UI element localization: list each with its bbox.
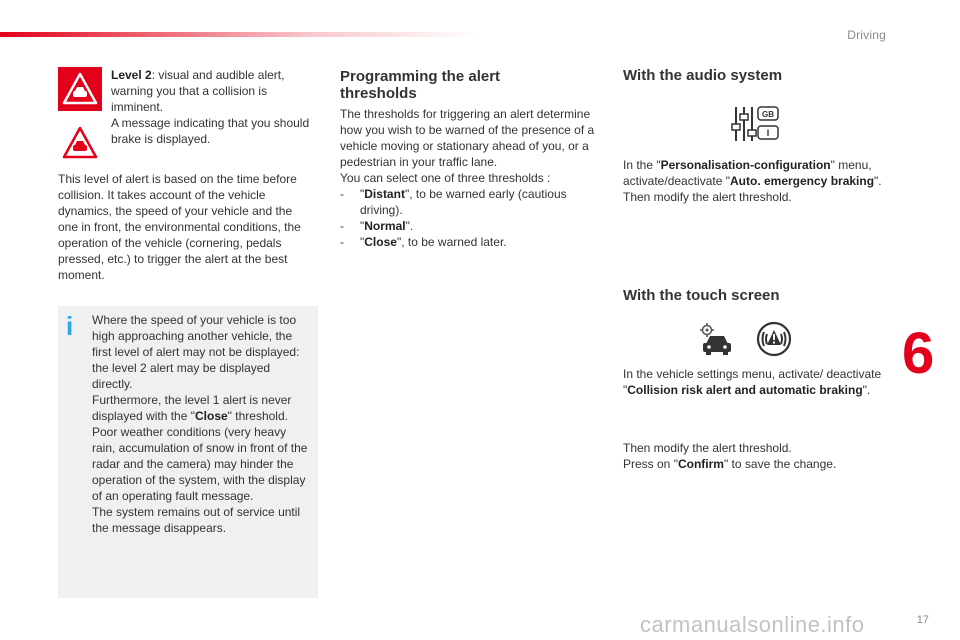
audio-modify-threshold: Then modify the alert threshold. — [623, 190, 792, 204]
level2-message: A message indicating that you should brake is displayed. — [111, 116, 310, 146]
touch-screen-heading: With the touch screen — [623, 287, 780, 304]
chapter-number: 6 — [902, 321, 935, 386]
alert-timing-paragraph: This level of alert is based on the time before collision. It takes account of the vehicle dynamics, the speed of your vehicle and the one in front, the environmental conditions, the operation of the vehicle (cornering, pedals pressed, etc.) to trigger the alert at the best moment. — [58, 172, 301, 282]
confirm-label: Confirm — [677, 457, 724, 471]
info-paragraph-4: The system remains out of service until the message disappears. — [92, 505, 301, 535]
info-paragraph-2: Furthermore, the level 1 alert is never displayed with the "Close" threshold. — [92, 393, 292, 423]
info-icon: i — [66, 311, 74, 341]
collision-warning-outline-icon — [58, 121, 102, 165]
section-title: Driving — [847, 28, 886, 42]
info-box-text — [92, 312, 312, 536]
badge-i: I — [766, 128, 770, 138]
collision-warning-red-icon — [58, 67, 102, 111]
watermark: carmanualsonline.info — [640, 612, 865, 637]
page-number: 17 — [916, 614, 929, 626]
info-paragraph-3: Poor weather conditions (very heavy rain, accumulation of snow in front of the radar and the camera) may hinder the operation of the system, with the display of an operating fault message. — [92, 425, 308, 503]
threshold-option-normal: - "Normal". — [340, 219, 414, 233]
car-settings-icon — [698, 322, 734, 356]
badge-gb: GB — [762, 110, 774, 119]
touch-screen-confirm: Then modify the alert threshold. Press on "Confirm" to save the change. — [623, 441, 837, 471]
audio-system-instructions: In the "Personalisation-configuration" menu, activate/deactivate "Auto. emergency braking". Then modify the alert threshold. — [623, 158, 882, 204]
touch-modify-threshold: Then modify the alert threshold. — [623, 441, 792, 455]
threshold-option-close: - "Close", to be warned later. — [340, 235, 507, 249]
info-paragraph-1: Where the speed of your vehicle is too high approaching another vehicle, the first level of alert may not be displayed: the level 2 alert may be displayed directly. — [92, 313, 300, 391]
level2-description — [111, 67, 319, 147]
audio-system-heading: With the audio system — [623, 67, 783, 84]
settings-sliders-icon — [731, 104, 781, 144]
threshold-option-distant: - "Distant", to be warned early (cautious driving). — [340, 187, 567, 217]
level2-text: : visual and audible alert, warning you that a collision is imminent. — [111, 68, 285, 114]
thresholds-intro-text: The thresholds for triggering an alert determine how you wish to be warned of the presence of a vehicle moving or stationary ahead of you, or a pedestrian in your traffic lane. — [340, 107, 595, 169]
level2-label: Level 2 — [111, 68, 152, 82]
touch-screen-instructions: In the vehicle settings menu, activate/ deactivate "Collision risk alert and automatic braking". — [623, 367, 882, 397]
thresholds-heading: Programming the alert thresholds — [340, 68, 501, 102]
collision-alert-icon — [756, 321, 792, 357]
top-accent-bar — [0, 32, 480, 37]
thresholds-intro — [340, 106, 605, 250]
thresholds-select-line: You can select one of three thresholds : — [340, 171, 551, 185]
